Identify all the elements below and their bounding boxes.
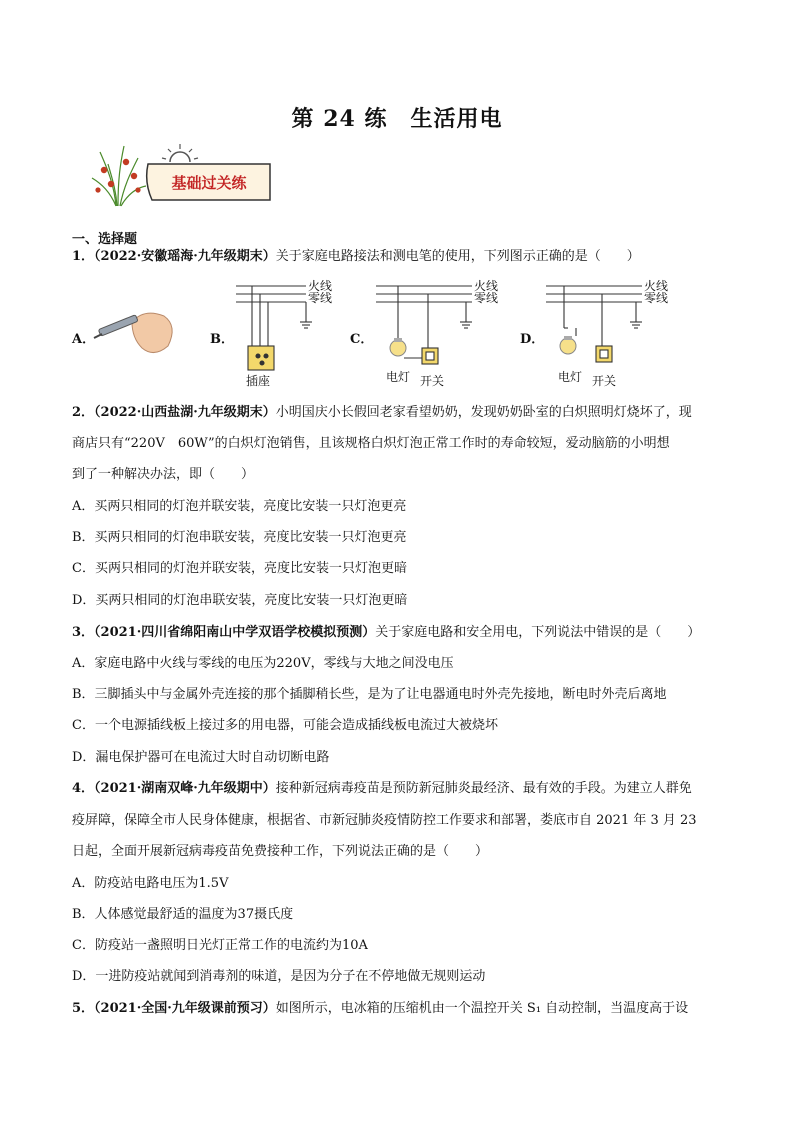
svg-text:零线: 零线 <box>474 291 499 305</box>
bulb-d-icon <box>560 336 576 354</box>
circuit-d <box>546 286 642 346</box>
page-title: 第 24 练 生活用电 <box>291 106 503 132</box>
question-3: 3．（2021·四川省绵阳南山中学双语学校模拟预测）关于家庭电路和安全用电，下列说法中错误的是（ ） <box>72 625 701 640</box>
circuit-c <box>376 286 472 364</box>
q3-option-a: A．家庭电路中火线与零线的电压为220V，零线与大地之间没电压 <box>72 656 454 671</box>
test-pen-hand-icon <box>94 313 172 352</box>
option-d-label: D． <box>520 332 545 347</box>
svg-text:火线: 火线 <box>644 279 669 293</box>
q1-diagrams <box>72 272 712 372</box>
svg-text:零线: 零线 <box>644 291 669 305</box>
q4-option-d: D．一进防疫站就闻到消毒剂的味道，是因为分子在不停地做无规则运动 <box>72 969 486 984</box>
q2-option-c: C．买两只相同的灯泡并联安装，亮度比安装一只灯泡更暗 <box>72 561 407 576</box>
diagram-label-socket: 插座 <box>246 374 271 388</box>
q2-option-d: D．买两只相同的灯泡串联安装，亮度比安装一只灯泡更暗 <box>72 593 408 608</box>
question-2-line-2: 商店只有“220V 60W”的白炽灯泡销售，且该规格白炽灯泡正常工作时的寿命较短，爱动脑筋的小明想 <box>72 436 670 451</box>
svg-text:火线: 火线 <box>308 279 333 293</box>
diagram-label-switch-d: 开关 <box>592 374 617 388</box>
option-b-label: B． <box>210 332 234 347</box>
svg-text:火线: 火线 <box>474 279 499 293</box>
q3-option-c: C．一个电源插线板上接过多的用电器，可能会造成插线板电流过大被烧坏 <box>72 718 498 733</box>
diagram-label-switch-c: 开关 <box>420 374 445 388</box>
plant-icon <box>92 146 146 206</box>
diagram-label-lamp-c: 电灯 <box>386 370 411 384</box>
svg-text:零线: 零线 <box>308 291 333 305</box>
sun-icon <box>162 144 198 162</box>
q2-option-b: B．买两只相同的灯泡串联安装，亮度比安装一只灯泡更亮 <box>72 530 407 545</box>
section-banner <box>86 140 276 210</box>
question-2: 2．（2022·山西盐湖·九年级期末）小明国庆小长假回老家看望奶奶，发现奶奶卧室的白炽照明灯烧坏了，现 <box>72 405 692 420</box>
question-5: 5．（2021·全国·九年级课前预习）如图所示，电冰箱的压缩机由一个温控开关 S₁ 自动控制，当温度高于设 <box>72 1001 689 1016</box>
question-1: 1．（2022·安徽瑶海·九年级期末）关于家庭电路接法和测电笔的使用，下列图示正确的是（ ） <box>72 249 640 264</box>
q2-option-a: A．买两只相同的灯泡并联安装，亮度比安装一只灯泡更亮 <box>72 499 407 514</box>
option-a-label: A． <box>72 332 96 347</box>
q3-option-b: B．三脚插头中与金属外壳连接的那个插脚稍长些，是为了让电器通电时外壳先接地，断电时外壳后离地 <box>72 687 667 702</box>
option-c-label: C． <box>350 332 374 347</box>
circuit-b <box>236 286 312 370</box>
question-4-line-2: 疫屏障，保障全市人民身体健康，根据省、市新冠肺炎疫情防控工作要求和部署，娄底市自 2021 年 3 月 23 <box>72 813 697 828</box>
bulb-c-icon <box>390 338 406 356</box>
q4-option-b: B．人体感觉最舒适的温度为37摄氏度 <box>72 907 294 922</box>
q3-option-d: D．漏电保护器可在电流过大时自动切断电路 <box>72 750 330 765</box>
banner-label: 基础过关练 <box>171 174 247 192</box>
question-4-line-3: 日起，全面开展新冠病毒疫苗免费接种工作，下列说法正确的是（ ） <box>72 844 489 859</box>
q4-option-a: A．防疫站电路电压为1.5V <box>72 876 229 891</box>
question-2-line-3: 到了一种解决办法，即（ ） <box>72 467 255 482</box>
q4-option-c: C．防疫站一盏照明日光灯正常工作的电流约为10A <box>72 938 368 953</box>
question-4: 4．（2021·湖南双峰·九年级期中）接种新冠病毒疫苗是预防新冠肺炎最经济、最有效的手段。为建立人群免 <box>72 781 692 796</box>
diagram-label-lamp-d: 电灯 <box>558 370 583 384</box>
section-heading: 一、选择题 <box>72 232 138 247</box>
